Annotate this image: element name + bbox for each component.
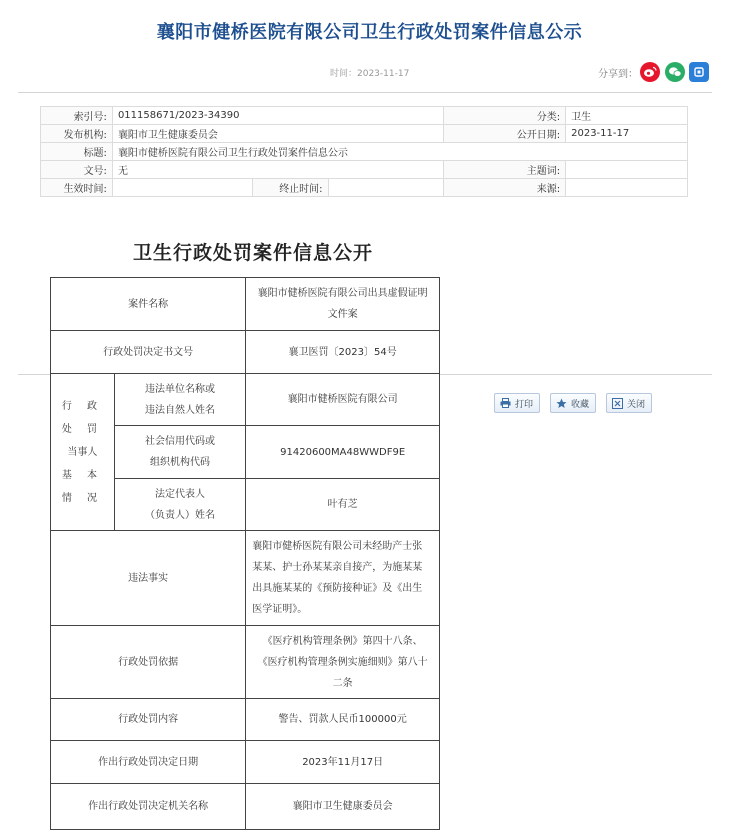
keyword-value	[566, 161, 688, 179]
docno-value: 无	[112, 161, 443, 179]
facts-value	[246, 531, 440, 626]
effective-value	[112, 179, 252, 197]
facts-line: 医学证明》。	[252, 604, 308, 615]
decision-no-value: 襄卫医罚〔2023〕54号	[246, 331, 440, 374]
party-name-label	[114, 374, 245, 426]
publisher-label: 发布机构:	[41, 125, 113, 143]
case-table	[50, 277, 440, 830]
facts-line: 襄阳市健桥医院有限公司未经助产士张	[252, 541, 423, 552]
favorite-button[interactable]	[550, 393, 596, 413]
favorite-label: 收藏	[571, 399, 590, 410]
decision-no-label: 行政处罚决定书文号	[51, 331, 246, 374]
pubdate-label: 公开日期:	[444, 125, 566, 143]
table-row	[51, 278, 440, 331]
table-row	[51, 331, 440, 374]
legal-rep-label-line: 法定代表人	[155, 488, 206, 500]
category-value: 卫生	[566, 107, 688, 125]
weibo-icon[interactable]	[640, 62, 660, 82]
pubdate-value: 2023-11-17	[566, 125, 688, 143]
case-name-value	[246, 278, 440, 331]
party-group-line: 当事人	[67, 446, 98, 458]
facts-line: 出具施某某的《预防接种证》及《出生	[252, 583, 423, 594]
share-label: 分享到：	[598, 69, 638, 80]
content-label: 行政处罚内容	[51, 699, 246, 741]
category-label: 分类:	[444, 107, 566, 125]
expiry-value	[328, 179, 444, 197]
expiry-label: 终止时间:	[252, 179, 328, 197]
print-label: 打印	[515, 399, 534, 410]
table-row	[51, 531, 440, 626]
credit-code-label-line: 组织机构代码	[150, 457, 211, 468]
close-label: 关闭	[627, 399, 646, 410]
index-value: 011158671/2023-34390	[112, 107, 443, 125]
table-row	[51, 374, 440, 426]
decision-date-label: 作出行政处罚决定日期	[51, 741, 246, 784]
meta-table	[40, 106, 688, 197]
close-button[interactable]	[606, 393, 652, 413]
divider-top	[18, 92, 712, 93]
facts-line: 某某、护士孙某某亲自接产，为施某某	[252, 562, 423, 573]
table-row	[51, 784, 440, 830]
credit-code-label-line: 社会信用代码或	[145, 436, 216, 447]
party-group-line: 行 政	[61, 400, 103, 412]
docno-label: 文号:	[41, 161, 113, 179]
basis-value	[246, 626, 440, 699]
effective-label: 生效时间:	[41, 179, 113, 197]
publisher-value: 襄阳市卫生健康委员会	[112, 125, 443, 143]
meta-row	[41, 161, 688, 179]
qzone-icon[interactable]	[689, 62, 709, 82]
legal-rep-value: 叶有芝	[246, 479, 440, 531]
party-group-line: 情 况	[61, 492, 103, 504]
case-name-value-line: 文件案	[327, 309, 358, 320]
case-name-value-line: 襄阳市健桥医院有限公司出具虚假证明	[257, 288, 428, 299]
section-title: 卫生行政处罚案件信息公开	[133, 242, 374, 264]
meta-row	[41, 107, 688, 125]
table-row	[51, 699, 440, 741]
basis-label: 行政处罚依据	[51, 626, 246, 699]
close-icon	[612, 398, 623, 409]
party-group-label	[51, 374, 115, 531]
basis-line: 《医疗机构管理条例实施细则》第八十	[257, 656, 428, 668]
table-row	[51, 626, 440, 699]
publish-date: 时间：2023-11-17	[330, 69, 410, 79]
star-icon	[556, 398, 567, 409]
basis-line: 二条	[332, 677, 353, 689]
printer-icon	[500, 398, 511, 408]
case-name-label: 案件名称	[51, 278, 246, 331]
page-title: 襄阳市健桥医院有限公司卫生行政处罚案件信息公示	[156, 22, 583, 43]
subject-label: 标题:	[41, 143, 113, 161]
table-row	[51, 741, 440, 784]
credit-code-value: 91420600MA48WWDF9E	[246, 426, 440, 479]
meta-row	[41, 143, 688, 161]
decision-date-value: 2023年11月17日	[246, 741, 440, 784]
keyword-label: 主题词:	[444, 161, 566, 179]
print-button[interactable]	[494, 393, 540, 413]
meta-row	[41, 179, 688, 197]
legal-rep-label-line: （负责人）姓名	[145, 509, 216, 521]
basis-line: 《医疗机构管理条例》第四十八条、	[262, 635, 423, 647]
source-label: 来源:	[444, 179, 566, 197]
party-group-line: 基 本	[61, 469, 103, 481]
legal-rep-label	[114, 479, 245, 531]
authority-value: 襄阳市卫生健康委员会	[246, 784, 440, 830]
credit-code-label	[114, 426, 245, 479]
source-value	[566, 179, 688, 197]
authority-label: 作出行政处罚决定机关名称	[51, 784, 246, 830]
index-label: 索引号:	[41, 107, 113, 125]
party-name-value: 襄阳市健桥医院有限公司	[246, 374, 440, 426]
subject-value: 襄阳市健桥医院有限公司卫生行政处罚案件信息公示	[112, 143, 687, 161]
party-group-line: 处 罚	[61, 423, 103, 435]
party-name-label-line: 违法自然人姓名	[145, 404, 216, 416]
facts-label: 违法事实	[51, 531, 246, 626]
party-name-label-line: 违法单位名称或	[145, 383, 216, 395]
content-value: 警告、罚款人民币100000元	[246, 699, 440, 741]
wechat-icon[interactable]	[665, 62, 685, 82]
meta-row	[41, 125, 688, 143]
